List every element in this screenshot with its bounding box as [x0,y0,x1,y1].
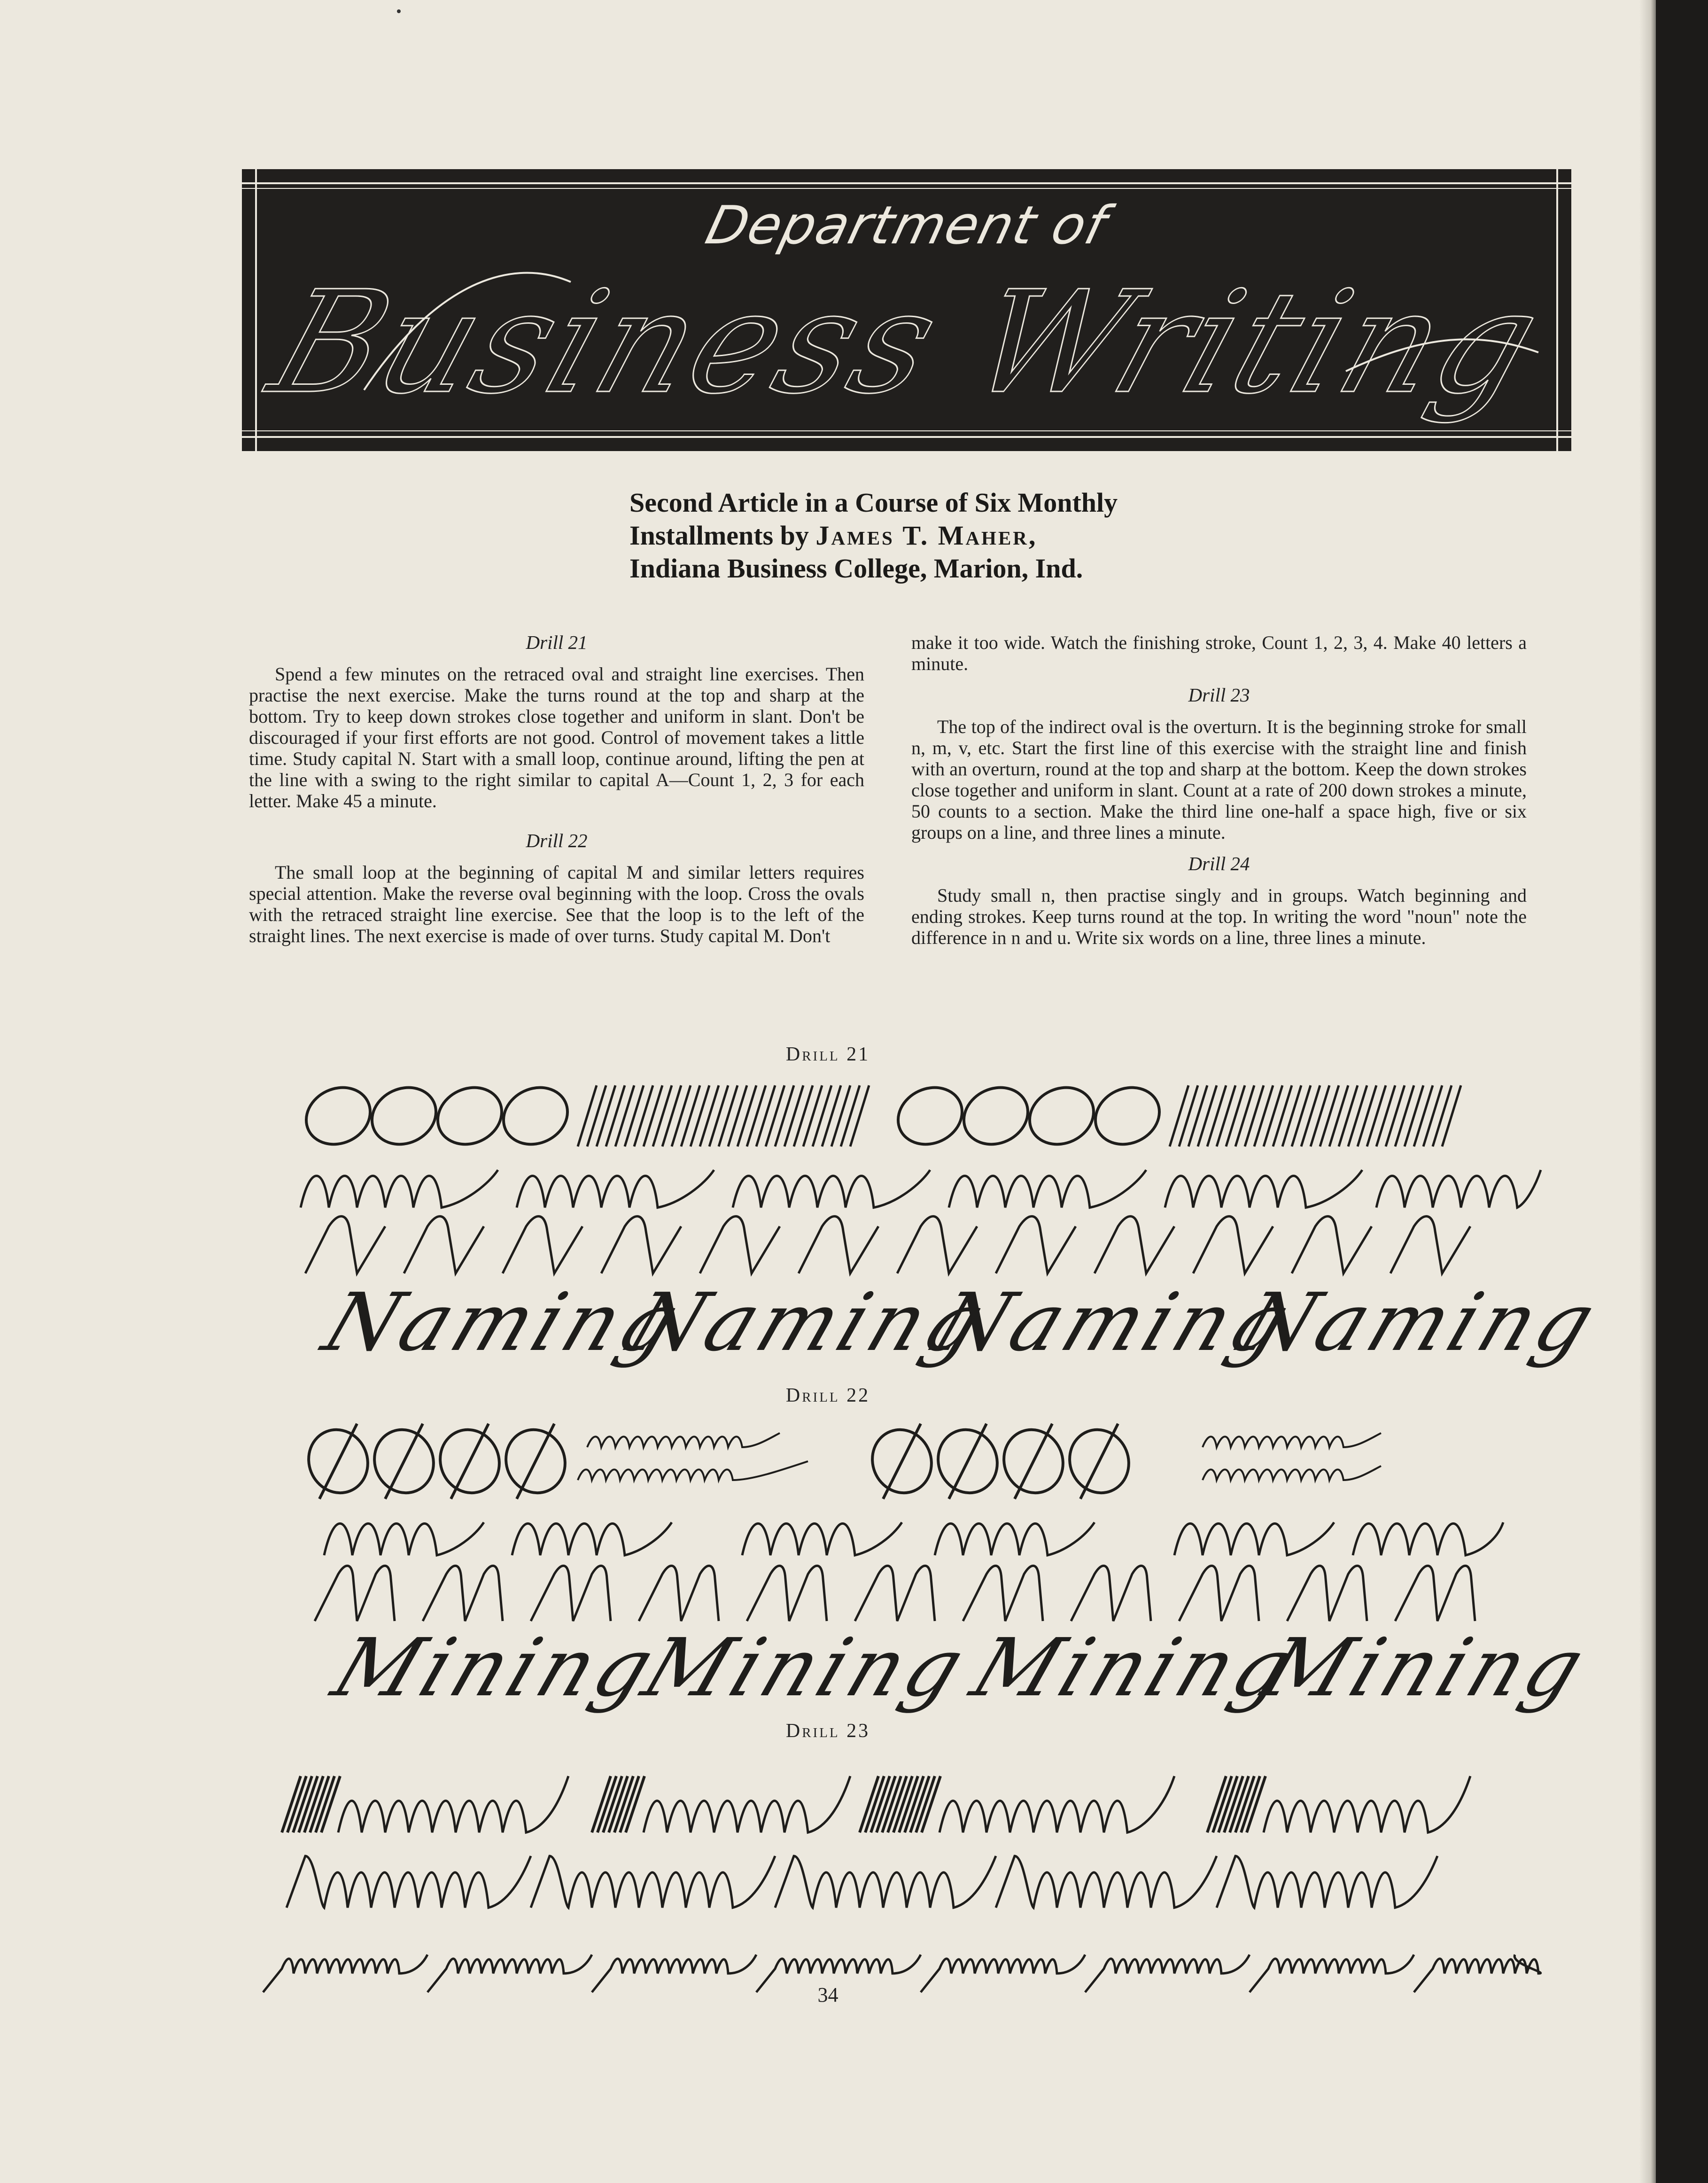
drill-21-heading: Drill 21 [526,632,588,653]
drill-23-exercises [0,1748,1656,2002]
page-gutter [1639,0,1656,2183]
drill-21-word-4: Naming [1227,1276,1612,1369]
subtitle-line-2 [629,519,1287,552]
department-banner [242,169,1571,451]
drill-22-text-continued: make it too wide. Watch the finishing stroke, Count 1, 2, 3, 4. Make 40 letters a minute. [911,632,1527,674]
drill-22-text: The small loop at the beginning of capital M and similar letters requires special attention. Make the reverse oval beginning with the loop. Cross the ovals with the retraced straight line exercise. See that the loop is to the left of the straight lines. The next exercise is made of over turns. Study capital M. Don't [249,862,864,946]
drill-23-text: The top of the indirect oval is the overturn. It is the beginning stroke for small n, m, v, etc. Start the first line of this exercise with the straight line and finish with an overturn, round at the top and sharp at the bottom. Keep the down strokes close together and uniform in slant. Count at a rate of 200 down strokes a minute, 50 counts to a section. Make the third line one-half a space high, five or six groups on a line, and three lines a minute. [911,716,1527,843]
subtitle-line-3: Indiana Business College, Marion, Ind. [629,553,1083,584]
banner-title-business-writing: Business Writing [253,261,1560,425]
article-subtitle [629,486,1287,585]
drill-21-caption: Drill 21 [785,1044,870,1065]
drill-21-text: Spend a few minutes on the retraced oval and straight line exercises. Then practise the next exercise. Make the turns round at the top and sharp at the bottom. Try to keep down strokes close together and uniform in slant. Don't be discouraged if your first efforts are not good. Control of movement takes a little time. Study capital N. Start with a small loop, continue around, lifting the pen at the line with a swing to the right similar to capital A—Count 1, 2, 3 for each letter. Make 45 a minute. [249,663,864,811]
drill-22-word-3: Mining [960,1622,1309,1715]
drill-21-exercises [0,1071,1656,1278]
subtitle-prefix: Installments by [629,520,816,551]
subtitle-line-1: Second Article in a Course of Six Monthly [629,487,1118,518]
drill-21-specimen [0,1071,1656,1372]
drill-23-heading: Drill 23 [1188,684,1250,706]
page-number: 34 [817,1983,838,2006]
drill-21-word-3: Naming [922,1276,1306,1369]
drill-22-word-2: Mining [631,1622,980,1715]
drill-21-word-2: Naming [617,1276,1001,1369]
drill-22-exercises [0,1410,1656,1626]
right-column [911,632,1527,959]
drill-22-specimen [0,1410,1656,1715]
drill-22-word-1: Mining [321,1622,670,1715]
author-name: James T. Maher, [815,520,1038,551]
drill-24-text: Study small n, then practise singly and in groups. Watch beginning and ending strokes. Keep turns round at the top. In writing the word "noun" note the difference in n and u. Write six words on a line, three lines a minute. [911,885,1527,948]
drill-23-caption: Drill 23 [785,1720,870,1742]
drill-23-specimen [0,1748,1656,2011]
drill-22-caption: Drill 22 [785,1385,870,1406]
drill-22-heading: Drill 22 [526,830,588,851]
ink-dot [397,9,401,13]
banner-swash-flourish [242,169,1571,451]
drill-24-heading: Drill 24 [1188,853,1250,874]
left-column [249,632,864,957]
drill-22-word-4: Mining [1251,1622,1600,1715]
banner-title-department: Department of [700,195,1113,256]
drill-21-word-1: Naming [311,1276,696,1369]
